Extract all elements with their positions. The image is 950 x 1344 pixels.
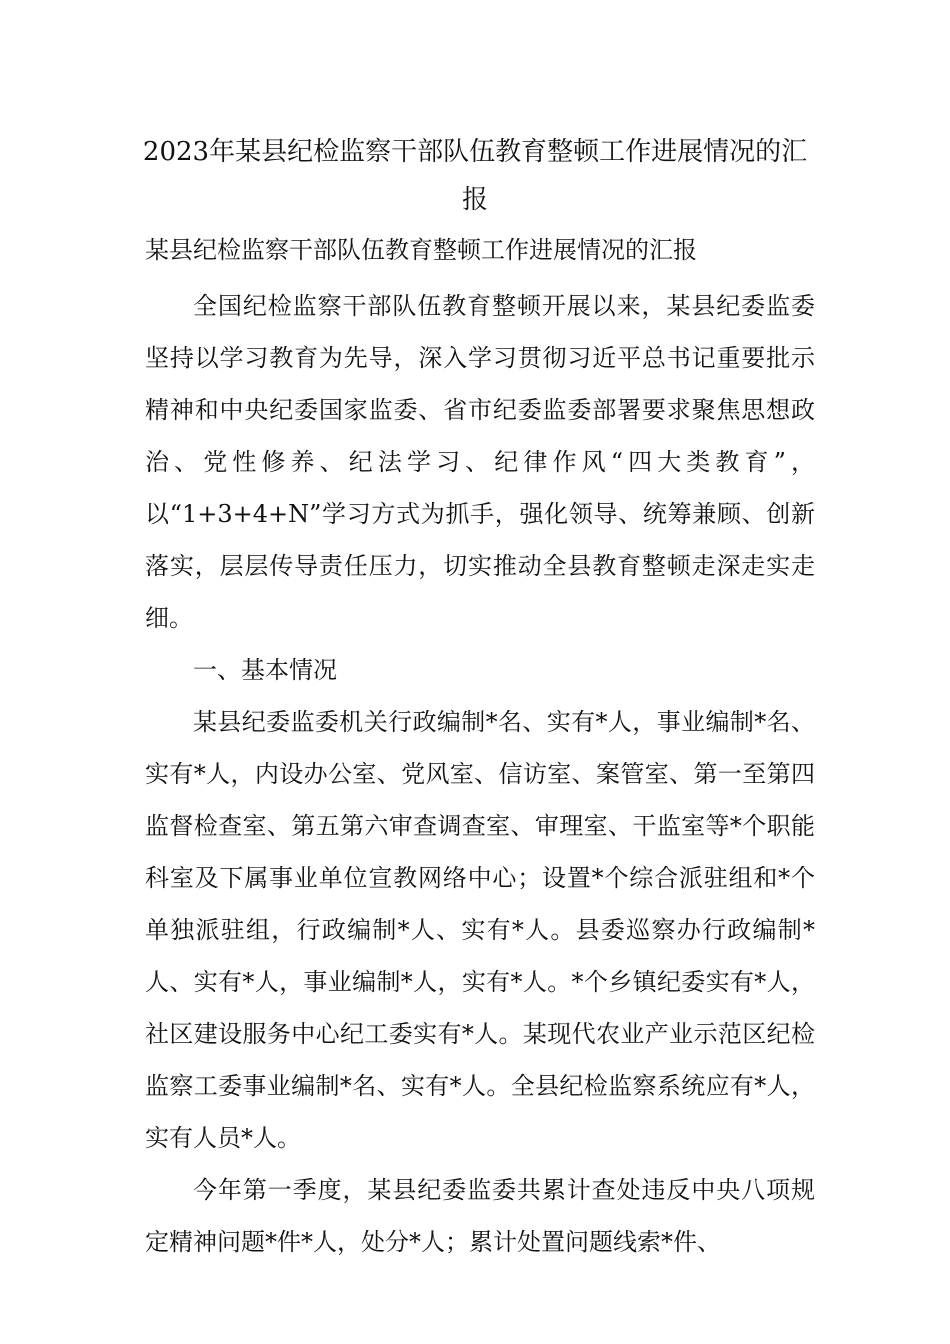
paragraph-staffing: 某县纪委监委机关行政编制*名、实有*人，事业编制*名、实有*人，内设办公室、党风室、信访室、案管室、第一至第四监督检查室、第五第六审查调查室、审理室、干监室等*个职能科室及下属事业单位宣教网络中心；设置*个综合派驻组和*个单独派驻组，行政编制*人、实有*人。县委巡察办行政编制*人、实有*人，事业编制*人，实有*人。*个乡镇纪委实有*人，社区建设服务中心纪工委实有*人。某现代农业产业示范区纪检监察工委事业编制*名、实有*人。全县纪检监察系统应有*人，实有人员*人。 — [145, 708, 815, 1152]
paragraph-intro: 全国纪检监察干部队伍教育整顿开展以来，某县纪委监委坚持以学习教育为先导，深入学习贯彻习近平总书记重要批示精神和中央纪委国家监委、省市纪委监委部署要求聚焦思想政治、党性修养、纪法学习、纪律作风“四大类教育”，以“1+3+4+N”学习方式为抓手，强化领导、统筹兼顾、创新落实，层层传导责任压力，切实推动全县教育整顿走深走实走细。 — [145, 292, 815, 632]
document-subtitle: 某县纪检监察干部队伍教育整顿工作进展情况的汇报 — [145, 236, 697, 264]
document-title-line-2: 报 — [461, 185, 488, 215]
paragraph-first-quarter: 今年第一季度，某县纪委监委共累计查处违反中央八项规定精神问题*件*人，处分*人；累计处置问题线索*件、 — [145, 1176, 815, 1256]
section-heading-basic-situation: 一、基本情况 — [193, 656, 337, 684]
document-body — [145, 280, 815, 1268]
document-title-line-1: 2023年某县纪检监察干部队伍教育整顿工作进展情况的汇 — [142, 137, 808, 167]
